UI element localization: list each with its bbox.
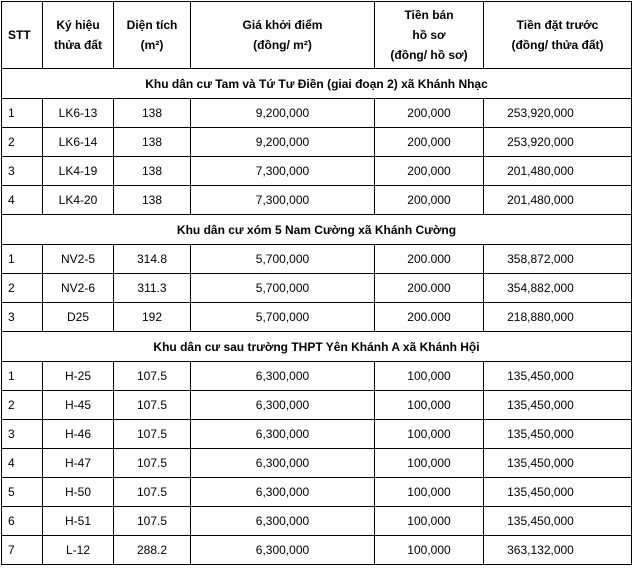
cell-dien-tich: 138 [114, 186, 191, 215]
cell-tien-ban-ho-so: 100,000 [375, 391, 484, 420]
header-ky-hieu-line2: thửa đất [53, 38, 103, 52]
table-row [2, 507, 632, 536]
cell-dien-tich: 138 [114, 128, 191, 157]
cell-gia-khoi-diem: 6,300,000 [191, 391, 375, 420]
cell-tien-ban-ho-so: 100,000 [375, 507, 484, 536]
cell-tien-dat-truoc: 218,880,000 [484, 303, 632, 332]
cell-ky-hieu: H-45 [43, 391, 114, 420]
cell-tien-dat-truoc: 135,450,000 [484, 391, 632, 420]
cell-ky-hieu: H-25 [43, 362, 114, 391]
cell-tien-ban-ho-so: 200.000 [375, 274, 484, 303]
cell-tien-ban-ho-so: 200,000 [375, 186, 484, 215]
cell-ky-hieu: NV2-6 [43, 274, 114, 303]
cell-dien-tich: 192 [114, 303, 191, 332]
cell-dien-tich: 314.8 [114, 245, 191, 274]
cell-tien-ban-ho-so: 100,000 [375, 478, 484, 507]
table-row [2, 157, 632, 186]
cell-stt: 2 [2, 391, 43, 420]
cell-tien-dat-truoc: 135,450,000 [484, 420, 632, 449]
header-stt: STT [2, 2, 43, 69]
header-ky-hieu [43, 2, 114, 69]
cell-ky-hieu: NV2-5 [43, 245, 114, 274]
table-row [2, 274, 632, 303]
cell-tien-dat-truoc: 135,450,000 [484, 478, 632, 507]
cell-ky-hieu: LK6-13 [43, 99, 114, 128]
cell-stt: 2 [2, 274, 43, 303]
cell-stt: 1 [2, 362, 43, 391]
table-row [2, 99, 632, 128]
header-tien-ban-ho-so [375, 2, 484, 69]
cell-gia-khoi-diem: 7,300,000 [191, 157, 375, 186]
cell-tien-dat-truoc: 201,480,000 [484, 157, 632, 186]
cell-dien-tich: 107.5 [114, 391, 191, 420]
cell-tien-ban-ho-so: 200,000 [375, 128, 484, 157]
cell-stt: 5 [2, 478, 43, 507]
section-title: Khu dân cư Tam và Tứ Tư Điền (giai đoạn 2) xã Khánh Nhạc [2, 69, 632, 99]
cell-tien-ban-ho-so: 200,000 [375, 99, 484, 128]
header-dien-tich-line2: (m²) [140, 38, 164, 52]
header-gia-line1: Giá khởi điểm [242, 18, 323, 32]
table-row [2, 391, 632, 420]
header-dien-tich-line1: Diện tích [126, 18, 178, 32]
cell-tien-dat-truoc: 135,450,000 [484, 507, 632, 536]
cell-tien-ban-ho-so: 100,000 [375, 362, 484, 391]
cell-tien-dat-truoc: 253,920,000 [484, 99, 632, 128]
cell-tien-dat-truoc: 201,480,000 [484, 186, 632, 215]
cell-stt: 3 [2, 420, 43, 449]
cell-stt: 1 [2, 99, 43, 128]
cell-ky-hieu: H-46 [43, 420, 114, 449]
section-header-row [2, 332, 632, 362]
cell-gia-khoi-diem: 7,300,000 [191, 186, 375, 215]
header-tien-ban-line1: Tiền bán [404, 8, 454, 22]
header-gia-line2: (đồng/ m²) [253, 38, 312, 52]
cell-stt: 3 [2, 157, 43, 186]
table-row [2, 128, 632, 157]
cell-stt: 4 [2, 186, 43, 215]
cell-gia-khoi-diem: 6,300,000 [191, 536, 375, 565]
cell-gia-khoi-diem: 6,300,000 [191, 449, 375, 478]
cell-tien-dat-truoc: 363,132,000 [484, 536, 632, 565]
cell-ky-hieu: LK4-20 [43, 186, 114, 215]
cell-gia-khoi-diem: 6,300,000 [191, 478, 375, 507]
header-row [2, 2, 632, 69]
table-row [2, 478, 632, 507]
cell-tien-ban-ho-so: 100,000 [375, 536, 484, 565]
table-row [2, 303, 632, 332]
header-tien-dat-line2: (đồng/ thửa đất) [511, 38, 604, 52]
header-tien-dat-line1: Tiền đặt trước [516, 18, 599, 32]
cell-tien-dat-truoc: 253,920,000 [484, 128, 632, 157]
cell-stt: 2 [2, 128, 43, 157]
cell-dien-tich: 311.3 [114, 274, 191, 303]
header-tien-ban-line2: hồ sơ [412, 28, 446, 42]
header-tien-ban-line3: (đồng/ hồ sơ) [390, 48, 468, 62]
cell-tien-dat-truoc: 358,872,000 [484, 245, 632, 274]
cell-dien-tich: 107.5 [114, 449, 191, 478]
cell-gia-khoi-diem: 9,200,000 [191, 128, 375, 157]
header-ky-hieu-line1: Ký hiệu [56, 18, 100, 32]
table-body [2, 69, 632, 565]
cell-ky-hieu: H-51 [43, 507, 114, 536]
cell-dien-tich: 107.5 [114, 420, 191, 449]
land-auction-table [1, 1, 632, 565]
cell-ky-hieu: H-50 [43, 478, 114, 507]
cell-dien-tich: 107.5 [114, 362, 191, 391]
cell-stt: 6 [2, 507, 43, 536]
section-header-row [2, 215, 632, 245]
cell-gia-khoi-diem: 5,700,000 [191, 274, 375, 303]
header-gia-khoi-diem [191, 2, 375, 69]
cell-gia-khoi-diem: 6,300,000 [191, 362, 375, 391]
cell-stt: 7 [2, 536, 43, 565]
cell-ky-hieu: L-12 [43, 536, 114, 565]
header-dien-tich [114, 2, 191, 69]
table-row [2, 420, 632, 449]
section-header-row [2, 69, 632, 99]
cell-dien-tich: 288.2 [114, 536, 191, 565]
cell-tien-ban-ho-so: 200.000 [375, 245, 484, 274]
cell-stt: 3 [2, 303, 43, 332]
cell-ky-hieu: H-47 [43, 449, 114, 478]
cell-tien-dat-truoc: 135,450,000 [484, 362, 632, 391]
cell-ky-hieu: LK6-14 [43, 128, 114, 157]
table-row [2, 245, 632, 274]
cell-dien-tich: 138 [114, 157, 191, 186]
header-tien-dat-truoc [484, 2, 632, 69]
cell-tien-ban-ho-so: 100,000 [375, 420, 484, 449]
cell-dien-tich: 107.5 [114, 507, 191, 536]
cell-stt: 4 [2, 449, 43, 478]
table-row [2, 536, 632, 565]
cell-ky-hieu: LK4-19 [43, 157, 114, 186]
cell-gia-khoi-diem: 5,700,000 [191, 303, 375, 332]
cell-tien-dat-truoc: 135,450,000 [484, 449, 632, 478]
cell-dien-tich: 107.5 [114, 478, 191, 507]
table-row [2, 362, 632, 391]
cell-gia-khoi-diem: 9,200,000 [191, 99, 375, 128]
section-title: Khu dân cư xóm 5 Nam Cường xã Khánh Cường [2, 215, 632, 245]
cell-gia-khoi-diem: 6,300,000 [191, 507, 375, 536]
cell-tien-ban-ho-so: 200,000 [375, 157, 484, 186]
cell-gia-khoi-diem: 5,700,000 [191, 245, 375, 274]
cell-stt: 1 [2, 245, 43, 274]
cell-dien-tich: 138 [114, 99, 191, 128]
cell-tien-ban-ho-so: 100,000 [375, 449, 484, 478]
table-row [2, 186, 632, 215]
cell-gia-khoi-diem: 6,300,000 [191, 420, 375, 449]
section-title: Khu dân cư sau trường THPT Yên Khánh A xã Khánh Hội [2, 332, 632, 362]
cell-ky-hieu: D25 [43, 303, 114, 332]
cell-tien-dat-truoc: 354,882,000 [484, 274, 632, 303]
table-row [2, 449, 632, 478]
cell-tien-ban-ho-so: 200.000 [375, 303, 484, 332]
